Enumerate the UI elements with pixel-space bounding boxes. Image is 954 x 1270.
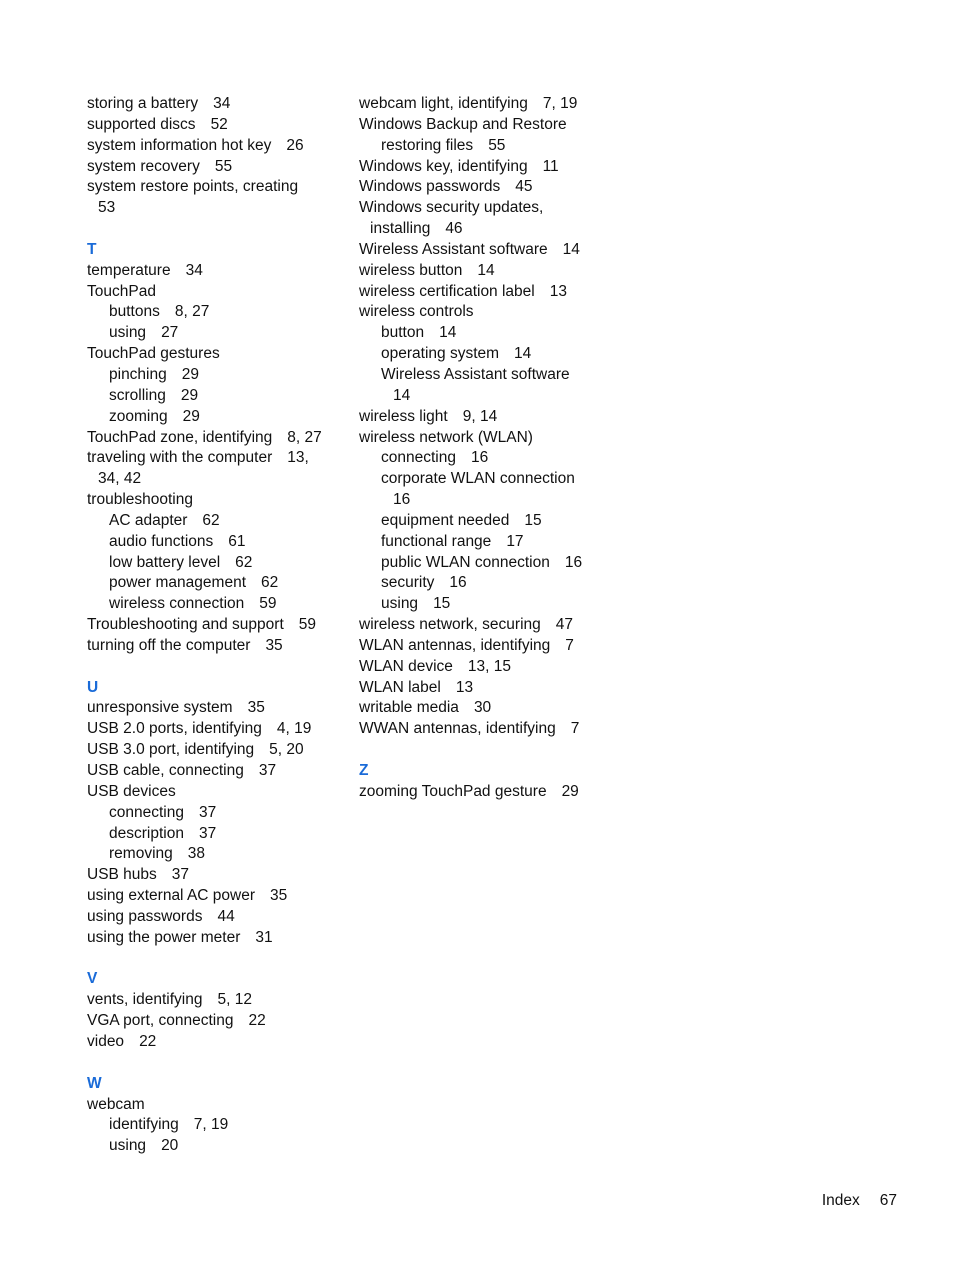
index-letter-heading: V bbox=[87, 970, 98, 988]
index-page-refs: 14 bbox=[439, 324, 457, 342]
index-term: TouchPad zone, identifying bbox=[87, 428, 273, 446]
index-page-refs: 30 bbox=[473, 699, 492, 717]
index-term: Wireless Assistant software bbox=[381, 365, 570, 383]
index-entry bbox=[87, 782, 342, 803]
index-subentry bbox=[359, 323, 609, 344]
index-page-refs: 46 bbox=[445, 220, 463, 238]
index-term: audio functions bbox=[109, 532, 214, 550]
index-term: using bbox=[109, 324, 147, 342]
index-entry bbox=[87, 261, 342, 282]
index-entry bbox=[359, 302, 609, 323]
index-page-refs: 7 bbox=[570, 720, 580, 738]
index-subentry bbox=[87, 386, 342, 407]
index-entry bbox=[87, 282, 342, 303]
index-entry bbox=[87, 928, 342, 949]
index-entry bbox=[87, 115, 342, 136]
index-page-refs: 37 bbox=[258, 762, 277, 779]
index-page-refs: 35 bbox=[265, 636, 283, 654]
index-page-refs: 16 bbox=[449, 574, 467, 592]
index-entry bbox=[87, 490, 342, 511]
index-entry bbox=[87, 740, 342, 761]
index-term: VGA port, connecting bbox=[87, 1012, 234, 1030]
index-subentry bbox=[87, 594, 342, 615]
index-term: connecting bbox=[381, 449, 456, 467]
index-page-refs: 4, 19 bbox=[276, 720, 312, 738]
index-term: power management bbox=[109, 574, 246, 592]
index-entry bbox=[87, 719, 342, 740]
index-term: storing a battery bbox=[87, 95, 199, 112]
index-entry bbox=[359, 240, 609, 261]
index-page-refs: 38 bbox=[187, 845, 205, 863]
index-subentry bbox=[359, 344, 609, 365]
index-page-refs: 62 bbox=[235, 553, 253, 571]
index-term: operating system bbox=[381, 345, 500, 363]
index-term: public WLAN connection bbox=[381, 553, 550, 571]
index-subentry bbox=[87, 407, 342, 428]
index-page-refs: 59 bbox=[259, 595, 277, 613]
index-subentry bbox=[87, 553, 342, 574]
index-page-refs: 5, 20 bbox=[269, 741, 304, 759]
index-term: using the power meter bbox=[87, 928, 241, 946]
index-page-refs: 15 bbox=[433, 595, 451, 613]
index-entry bbox=[359, 636, 609, 657]
index-term: system restore points, creating bbox=[87, 178, 299, 196]
index-term: description bbox=[109, 824, 184, 842]
index-entry bbox=[359, 657, 609, 678]
index-term: using bbox=[381, 595, 419, 613]
index-term: zooming TouchPad gesture bbox=[359, 782, 547, 800]
index-entry bbox=[87, 94, 342, 115]
index-term: WLAN label bbox=[359, 678, 441, 696]
index-page-refs: 13 bbox=[549, 282, 567, 300]
index-term: wireless network, securing bbox=[359, 616, 541, 634]
index-page-refs: 22 bbox=[139, 1032, 157, 1050]
index-entry bbox=[87, 344, 342, 365]
index-entry bbox=[87, 636, 342, 657]
index-subentry bbox=[87, 844, 342, 865]
index-subentry bbox=[87, 365, 342, 386]
index-column-left bbox=[87, 94, 342, 1157]
index-term: WWAN antennas, identifying bbox=[359, 720, 556, 738]
index-column-right bbox=[359, 94, 609, 803]
index-term: video bbox=[87, 1032, 125, 1050]
index-entry bbox=[87, 615, 342, 636]
index-term: Windows key, identifying bbox=[359, 157, 528, 175]
index-subentry bbox=[87, 824, 342, 845]
index-page-refs: 7, 19 bbox=[542, 95, 578, 112]
index-term: connecting bbox=[109, 803, 184, 821]
index-entry bbox=[87, 865, 342, 886]
index-page-refs: 44 bbox=[217, 907, 235, 925]
index-page-refs: 61 bbox=[228, 532, 246, 550]
section-spacer bbox=[87, 219, 342, 240]
section-spacer bbox=[87, 949, 342, 970]
index-entry bbox=[359, 428, 609, 449]
index-page-refs: 7, 19 bbox=[193, 1116, 229, 1134]
index-term: wireless light bbox=[359, 407, 448, 425]
index-page-refs: 52 bbox=[210, 115, 228, 133]
index-page-refs: 37 bbox=[198, 803, 217, 821]
index-term-continuation: installing bbox=[370, 220, 431, 238]
index-term: webcam light, identifying bbox=[359, 95, 528, 112]
page-footer bbox=[822, 1190, 897, 1211]
index-subentry bbox=[87, 573, 342, 594]
index-page-refs: 13, bbox=[287, 449, 309, 467]
index-term: traveling with the computer bbox=[87, 449, 273, 467]
index-page-refs: 5, 12 bbox=[217, 991, 252, 1009]
index-page-refs: 9, 14 bbox=[462, 407, 498, 425]
index-page-refs: 8, 27 bbox=[174, 303, 210, 321]
index-term-continuation: 14 bbox=[393, 386, 411, 404]
index-entry bbox=[87, 428, 342, 449]
index-page-refs: 29 bbox=[182, 407, 200, 425]
index-letter-heading: T bbox=[87, 240, 97, 258]
index-term: wireless certification label bbox=[359, 282, 535, 300]
index-letter-heading: Z bbox=[359, 762, 369, 779]
index-entry bbox=[87, 1011, 342, 1032]
index-subentry bbox=[87, 511, 342, 532]
index-term: pinching bbox=[109, 365, 167, 383]
index-entry bbox=[359, 282, 609, 303]
index-page-refs: 16 bbox=[564, 553, 583, 571]
index-page-refs: 20 bbox=[161, 1137, 179, 1155]
index-term: Wireless Assistant software bbox=[359, 240, 548, 258]
index-term-continuation: 53 bbox=[98, 199, 116, 217]
index-entry bbox=[359, 678, 609, 699]
index-entry bbox=[359, 94, 609, 115]
index-term: temperature bbox=[87, 261, 171, 279]
index-page-refs: 29 bbox=[181, 365, 199, 383]
index-term: security bbox=[381, 574, 435, 592]
index-page-refs: 59 bbox=[298, 616, 317, 634]
index-entry bbox=[359, 615, 609, 636]
index-term: using external AC power bbox=[87, 887, 256, 905]
index-term-continuation: 16 bbox=[393, 491, 411, 509]
index-letter-heading: W bbox=[87, 1074, 102, 1092]
index-term-continuation: 34, 42 bbox=[98, 470, 142, 488]
index-entry bbox=[359, 157, 609, 178]
index-term: removing bbox=[109, 845, 173, 863]
index-subentry bbox=[87, 302, 342, 323]
index-entry-continuation bbox=[359, 490, 609, 511]
index-term: turning off the computer bbox=[87, 636, 251, 654]
index-term: WLAN antennas, identifying bbox=[359, 636, 551, 654]
index-entry bbox=[87, 1095, 342, 1116]
index-page-refs: 14 bbox=[562, 240, 580, 258]
index-term: USB devices bbox=[87, 782, 176, 800]
index-term: TouchPad gestures bbox=[87, 345, 220, 363]
index-term: webcam bbox=[87, 1095, 145, 1113]
index-term: system recovery bbox=[87, 157, 200, 175]
index-page-refs: 17 bbox=[506, 532, 524, 550]
index-letter-heading: U bbox=[87, 678, 99, 696]
index-page-refs: 7 bbox=[565, 636, 574, 654]
index-subentry bbox=[359, 511, 609, 532]
index-term: wireless network (WLAN) bbox=[359, 428, 533, 446]
index-page-refs: 14 bbox=[477, 261, 495, 279]
index-entry bbox=[87, 698, 342, 719]
index-entry bbox=[359, 698, 609, 719]
index-term: functional range bbox=[381, 532, 492, 550]
index-page-refs: 35 bbox=[247, 699, 265, 717]
index-term: wireless button bbox=[359, 261, 463, 279]
index-entry bbox=[87, 761, 342, 782]
index-page-refs: 16 bbox=[470, 449, 489, 467]
index-term: buttons bbox=[109, 303, 160, 321]
index-term: using bbox=[109, 1137, 147, 1155]
index-page-refs: 45 bbox=[515, 178, 533, 196]
index-term: USB hubs bbox=[87, 866, 157, 884]
index-term: system information hot key bbox=[87, 136, 272, 154]
index-entry bbox=[87, 990, 342, 1011]
index-subentry bbox=[359, 553, 609, 574]
index-page-refs: 31 bbox=[255, 928, 273, 946]
index-page-refs: 55 bbox=[214, 157, 233, 175]
index-term: button bbox=[381, 324, 425, 342]
index-term: scrolling bbox=[109, 386, 166, 404]
index-page-refs: 34 bbox=[213, 95, 231, 112]
index-term: Windows passwords bbox=[359, 178, 501, 196]
index-page-refs: 37 bbox=[198, 824, 217, 842]
index-term: TouchPad bbox=[87, 282, 156, 300]
index-page-refs: 14 bbox=[514, 345, 532, 363]
footer-section-label: Index bbox=[821, 1192, 860, 1209]
index-term: Troubleshooting and support bbox=[87, 616, 284, 634]
index-term: WLAN device bbox=[359, 657, 453, 675]
index-term: wireless connection bbox=[109, 595, 245, 613]
index-page-refs: 37 bbox=[171, 866, 190, 884]
index-entry-continuation bbox=[87, 198, 342, 219]
index-term: USB 2.0 ports, identifying bbox=[87, 720, 262, 738]
index-subentry bbox=[359, 573, 609, 594]
index-entry bbox=[87, 448, 342, 469]
index-term: zooming bbox=[109, 407, 168, 425]
index-entry bbox=[359, 261, 609, 282]
index-entry bbox=[359, 115, 609, 136]
index-term: Windows Backup and Restore bbox=[359, 115, 567, 133]
index-term: identifying bbox=[109, 1116, 179, 1134]
index-term: corporate WLAN connection bbox=[381, 470, 575, 488]
index-entry bbox=[359, 719, 609, 740]
index-subentry bbox=[359, 532, 609, 553]
index-term: Windows security updates, bbox=[359, 199, 544, 217]
index-subentry bbox=[87, 323, 342, 344]
index-page-refs: 62 bbox=[202, 511, 220, 529]
index-subentry bbox=[87, 803, 342, 824]
index-page-refs: 22 bbox=[248, 1012, 266, 1030]
index-page-refs: 8, 27 bbox=[287, 428, 322, 446]
index-entry bbox=[87, 157, 342, 178]
index-term: wireless controls bbox=[359, 303, 474, 321]
index-entry bbox=[359, 198, 609, 219]
index-entry bbox=[87, 1032, 342, 1053]
index-term: troubleshooting bbox=[87, 491, 193, 509]
index-subentry bbox=[359, 594, 609, 615]
index-page-refs: 26 bbox=[286, 136, 304, 154]
index-page-refs: 47 bbox=[555, 616, 574, 634]
index-entry-continuation bbox=[87, 469, 342, 490]
index-term: writable media bbox=[359, 699, 459, 717]
index-entry-continuation bbox=[359, 386, 609, 407]
index-subentry bbox=[359, 469, 609, 490]
index-entry bbox=[359, 407, 609, 428]
index-page-refs: 35 bbox=[270, 887, 288, 905]
index-page-refs: 29 bbox=[561, 782, 579, 800]
section-spacer bbox=[359, 740, 609, 761]
index-entry bbox=[87, 907, 342, 928]
index-subentry bbox=[87, 1136, 342, 1157]
index-term: AC adapter bbox=[109, 511, 188, 529]
index-term: supported discs bbox=[87, 115, 196, 133]
index-page-refs: 27 bbox=[161, 324, 179, 342]
index-entry bbox=[87, 886, 342, 907]
index-term: equipment needed bbox=[381, 511, 510, 529]
index-subentry bbox=[359, 136, 609, 157]
index-entry bbox=[359, 177, 609, 198]
index-subentry bbox=[87, 1115, 342, 1136]
index-term: low battery level bbox=[109, 553, 221, 571]
index-term: unresponsive system bbox=[87, 699, 233, 717]
index-term: using passwords bbox=[87, 907, 203, 925]
section-spacer bbox=[87, 1053, 342, 1074]
index-term: USB cable, connecting bbox=[87, 762, 244, 779]
index-term: USB 3.0 port, identifying bbox=[87, 741, 255, 759]
index-entry bbox=[87, 177, 342, 198]
index-entry-continuation bbox=[359, 219, 609, 240]
index-page-refs: 13 bbox=[455, 678, 474, 696]
footer-page-number: 67 bbox=[879, 1192, 897, 1209]
index-subentry bbox=[87, 532, 342, 553]
index-page-refs: 55 bbox=[488, 136, 506, 154]
index-entry bbox=[359, 782, 609, 803]
index-page-refs: 29 bbox=[180, 386, 199, 404]
index-term: vents, identifying bbox=[87, 991, 203, 1009]
index-page-refs: 11 bbox=[542, 157, 559, 175]
index-page-refs: 34 bbox=[185, 261, 203, 279]
index-subentry bbox=[359, 365, 609, 386]
index-page-refs: 62 bbox=[261, 574, 279, 592]
index-entry bbox=[87, 136, 342, 157]
index-subentry bbox=[359, 448, 609, 469]
index-page-refs: 15 bbox=[524, 511, 542, 529]
section-spacer bbox=[87, 657, 342, 678]
index-page-refs: 13, 15 bbox=[467, 657, 512, 675]
index-term: restoring files bbox=[381, 136, 474, 154]
